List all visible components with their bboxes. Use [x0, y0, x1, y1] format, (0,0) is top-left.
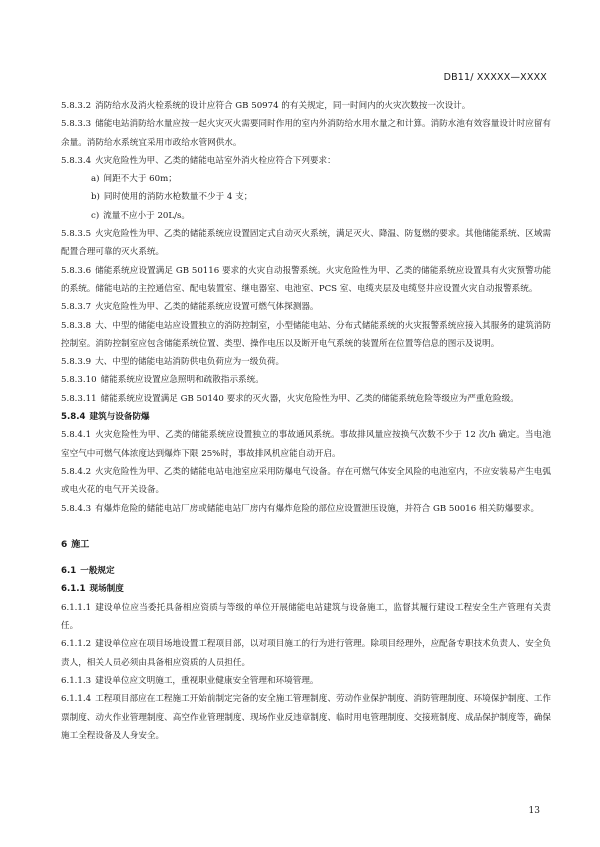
paragraph: 5.8.3.10 储能系统应设置应急照明和疏散指示系统。 — [61, 375, 264, 386]
paragraph: 6.1.1.4 工程项目部应在工程施工开始前制定完备的安全施工管理制度、劳动作业保护制度、消防管理制度、环境保护制度、工作票制度、动火作业管理制度、高空作业管理制度、现场作业反违章制度、临时用电管理制度、交接班制度、成品保护制度等，确保施工全程设备及人身安全。 — [61, 694, 551, 741]
paragraph: 5.8.4.1 火灾危险性为甲、乙类的储能系统应设置独立的事故通风系统。事故排风量应按换气次数不少于 12 次/h 确定。当电池室空气中可燃气体浓度达到爆炸下限 25%时，事故排风机应能自动开启。 — [61, 430, 551, 459]
paragraph: 5.8.3.3 储能电站消防给水量应按一起火灾灭火需要同时作用的室内外消防给水用水量之和计算。消防水池有效容量设计时应留有余量。消防给水系统宜采用市政给水管网供水。 — [61, 119, 551, 148]
paragraph: 5.8.3.8 大、中型的储能电站应设置独立的消防控制室，小型储能电站、分布式储能系统的火灾报警系统应接入其服务的建筑消防控制室。消防控制室应包含储能系统位置、类型、操作电压以及断开电气系统的装置所在位置等信息的图示及说明。 — [61, 320, 551, 349]
page-number: 13 — [528, 806, 540, 816]
paragraph: 5.8.4.2 火灾危险性为甲、乙类的储能电站电池室应采用防爆电气设备。存在可燃气体安全风险的电池室内，不应安装易产生电弧或电火花的电气开关设备。 — [61, 466, 551, 496]
paragraph: 5.8.3.9 大、中型的储能电站消防供电负荷应为一级负荷。 — [61, 357, 285, 368]
paragraph: 5.8.3.11 储能系统应设置满足 GB 50140 要求的灭火器，火灾危险性为甲、乙类的储能系统危险等级应为严重危险级。 — [61, 393, 519, 404]
list-item: c) 流量不应小于 20L/s。 — [91, 210, 191, 221]
paragraph: 6.1.1.1 建设单位应当委托具备相应资质与等级的单位开展储能电站建筑与设备施工，监督其履行建设工程安全生产管理有关责任。 — [61, 602, 551, 632]
paragraph: 5.8.3.4 火灾危险性为甲、乙类的储能电站室外消火栓应符合下列要求： — [61, 155, 336, 166]
paragraph: 5.8.3.7 火灾危险性为甲、乙类的储能系统应设置可燃气体探测器。 — [61, 302, 319, 313]
paragraph: 6.1.1.2 建设单位应在项目场地设置工程项目部，以对项目施工的行为进行管理。除项目经理外，应配备专职技术负责人、安全负责人，相关人员必须由具备相应资质的人员担任。 — [61, 639, 551, 668]
paragraph: 5.8.3.2 消防给水及消火栓系统的设计应符合 GB 50974 的有关规定，同一时间内的火灾次数按一次设计。 — [61, 101, 471, 111]
paragraph: 6.1.1.3 建设单位应文明施工，重视职业健康安全管理和环境管理。 — [61, 675, 319, 686]
paragraph: 5.8.3.6 储能系统应设置满足 GB 50116 要求的火灾自动报警系统。火灾危险性为甲、乙类的储能系统应设置具有火灾预警功能的系统。储能电站的主控通信室、配电装置室、继电器室、电池室、PCS 室、电缆夹层及电缆竖井应设置火灾自动报警系统。 — [61, 265, 551, 294]
document-code: DB11/ XXXXX—XXXX — [443, 72, 547, 83]
section-heading: 6.1.1 现场制度 — [61, 584, 124, 595]
list-item: b) 同时使用的消防水枪数量不少于 4 支； — [91, 192, 253, 203]
chapter-heading: 6 施工 — [61, 539, 90, 550]
section-heading: 6.1 一般规定 — [61, 566, 115, 577]
paragraph: 5.8.4.3 有爆炸危险的储能电站厂房或储能电站厂房内有爆炸危险的部位应设置泄压设施，并符合 GB 50016 相关防爆要求。 — [61, 503, 540, 514]
section-heading: 5.8.4 建筑与设备防爆 — [61, 412, 150, 423]
body-text — [61, 97, 551, 745]
paragraph: 5.8.3.5 火灾危险性为甲、乙类的储能系统应设置固定式自动灭火系统，满足灭火、降温、防复燃的要求。其他储能系统、区域需配置合理可靠的灭火系统。 — [61, 229, 551, 258]
list-item: a) 间距不大于 60m； — [91, 174, 177, 185]
